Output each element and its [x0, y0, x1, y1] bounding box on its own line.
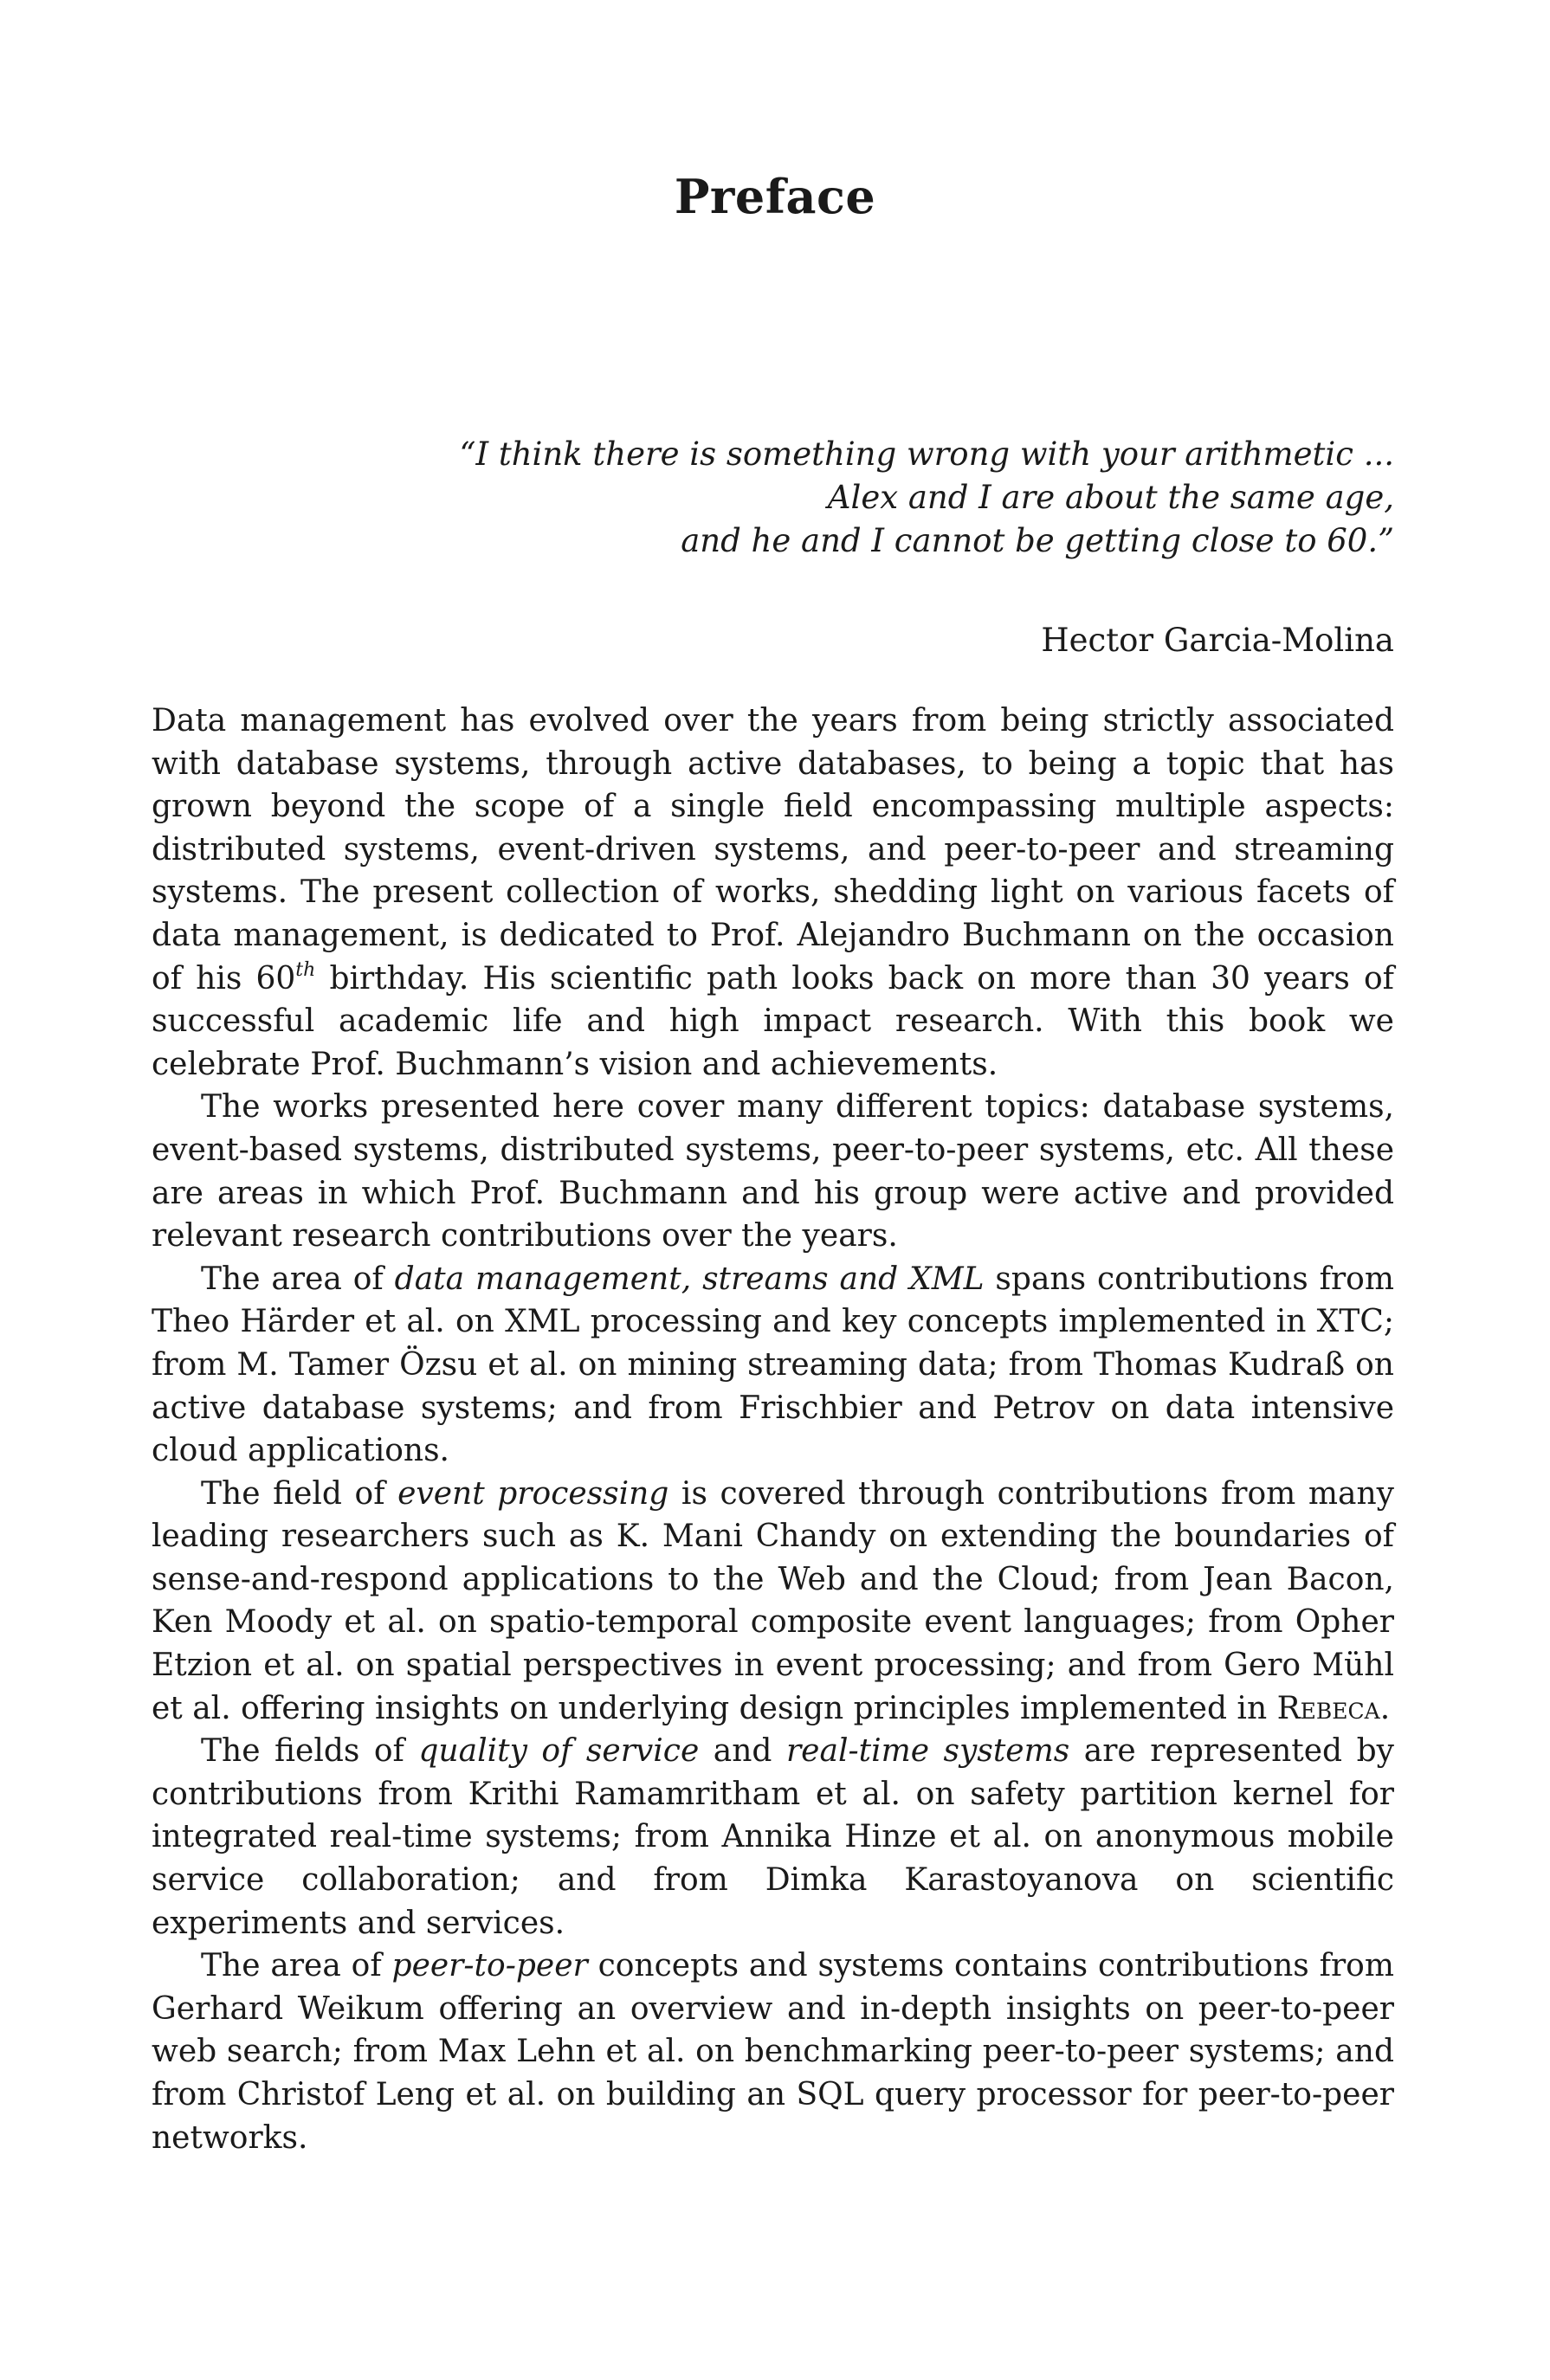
ordinal-superscript: th	[295, 958, 316, 981]
paragraph-3-emphasis: data management, streams and XML	[394, 1261, 985, 1297]
epigraph-line-3: and he and I cannot be getting close to 60.”	[681, 522, 1394, 559]
paragraph-6-emphasis: peer-to-peer	[391, 1948, 588, 1984]
paragraph-4-text-b: is covered through contributions from many leading researchers such as K. Mani Chandy on extending the boundaries of sense-and-respond applications to the Web and the Cloud; from Jean Bacon, Ken Moody et al. on spatio-temporal composite event languages; from Opher Etzion et al. on spatial perspectives in event processing; and from Gero Mühl et al. offering insights on underlying design principles implemented in	[152, 1475, 1394, 1726]
paragraph-1-text-a: Data management has evolved over the years from being strictly associated with database systems, through active databases, to being a topic that has grown beyond the scope of a single field encompassing multiple aspects: distributed systems, event-driven systems, and peer-to-peer and streaming systems. The present collection of works, shedding light on various facets of data management, is dedicated to Prof. Alejandro Buchmann on the occasion of his 60	[152, 703, 1394, 997]
epigraph-attribution: Hector Garcia-Molina	[1041, 622, 1394, 659]
paragraph-4-text-a: The field of	[201, 1475, 398, 1512]
paragraph-2: The works presented here cover many different topics: database systems, event-based systems, distributed systems, peer-to-peer systems, etc. All these are areas in which Prof. Buchmann and his group were active and provided relevant research contributions over the years.	[152, 1089, 1394, 1254]
epigraph-quote	[433, 433, 1394, 563]
paragraph-6-text-a: The area of	[201, 1948, 392, 1984]
paragraph-4-emphasis: event processing	[397, 1475, 669, 1512]
paragraph-6-text-b: concepts and systems contains contributions from Gerhard Weikum offering an overview and in-depth insights on peer-to-peer web search; from Max Lehn et al. on benchmarking peer-to-peer systems; and from Christof Leng et al. on building an SQL query processor for peer-to-peer networks.	[152, 1948, 1394, 2156]
paragraph-5-text-a: The fields of	[201, 1733, 419, 1770]
paragraph-5-emphasis-2: real-time systems	[785, 1733, 1070, 1770]
paragraph-3-text-a: The area of	[201, 1261, 395, 1297]
paragraph-1-text-b: birthday. His scientific path looks back on more than 30 years of successful academic life and high impact research. With this book we celebrate Prof. Buchmann’s vision and achievements.	[152, 960, 1394, 1082]
page-title: Preface	[674, 169, 876, 224]
paragraph-6	[152, 1945, 1394, 2159]
paragraph-4-text-c: .	[1379, 1690, 1391, 1726]
paragraph-5-text-c: are represented by contributions from Krithi Ramamritham et al. on safety partition kernel for integrated real-time systems; from Annika Hinze et al. on anonymous mobile service collaboration; and from Dimka Karastoyanova on scientific experiments and services.	[152, 1733, 1394, 1941]
paragraph-5-text-b: and	[699, 1733, 786, 1770]
paragraph-5	[152, 1730, 1394, 1945]
paragraph-3	[152, 1258, 1394, 1473]
rebeca-smallcaps: Rebeca	[1276, 1690, 1380, 1726]
paragraph-1	[152, 700, 1394, 1086]
paragraph-3-text-b: spans contributions from Theo Härder et al. on XML processing and key concepts implemented in XTC; from M. Tamer Özsu et al. on mining streaming data; from Thomas Kudraß on active database systems; and from Frischbier and Petrov on data intensive cloud applications.	[152, 1261, 1394, 1469]
epigraph-line-1: “I think there is something wrong with your arithmetic ...	[459, 435, 1394, 473]
paragraph-4	[152, 1473, 1394, 1731]
epigraph-line-2: Alex and I are about the same age,	[827, 479, 1394, 516]
preface-body	[152, 700, 1394, 2159]
paragraph-5-emphasis-1: quality of service	[418, 1733, 700, 1770]
